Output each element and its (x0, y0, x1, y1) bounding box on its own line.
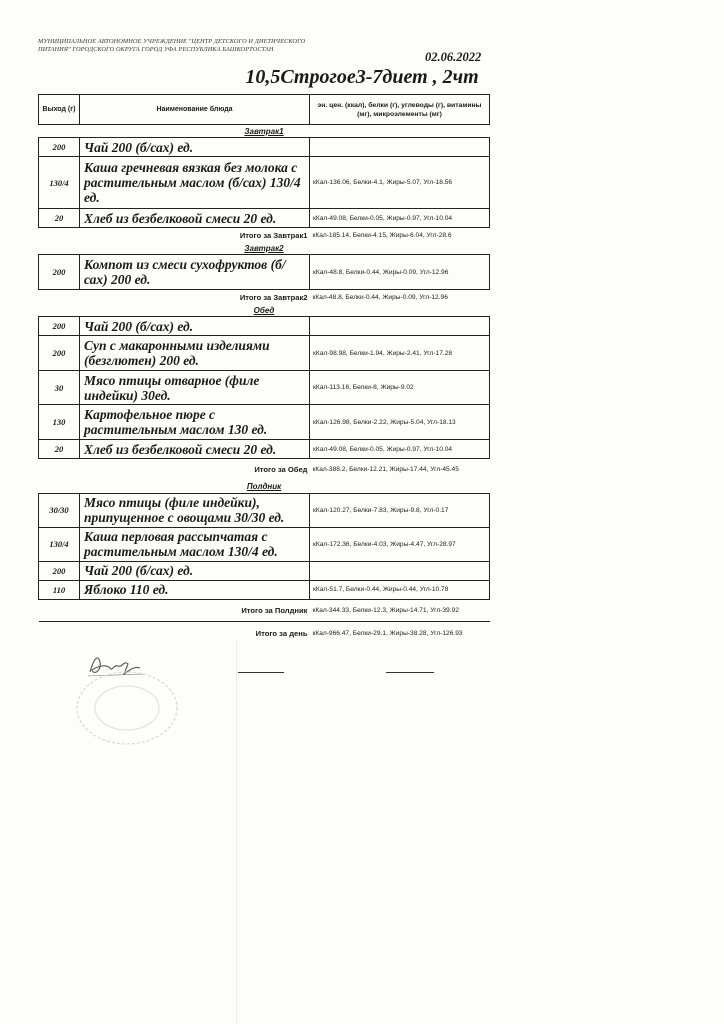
scan-fold-line (236, 640, 237, 1024)
section-title: Завтрак1 (244, 126, 284, 136)
yield-cell: 20 (39, 209, 80, 228)
total-value: кКал-388.2, Белки-12.21, Жиры-17.44, Угл-45.45 (312, 466, 459, 474)
table-row (39, 209, 490, 228)
yield-cell: 130/4 (39, 527, 80, 561)
table-header-row (39, 95, 490, 125)
table-row (39, 138, 490, 157)
total-value: кКал-185.14, Белки-4.15, Жиры-6.04, Угл-28.6 (312, 231, 452, 239)
dish-cell: Хлеб из безбелковой смеси 20 ед. (80, 440, 310, 459)
day-total-label: Итого за день (255, 628, 308, 638)
nutrition-cell: кКал-49.08, Белки-0.05, Жиры-0.97, Угл-10.04 (310, 209, 490, 228)
section-afternoon-snack (39, 481, 490, 622)
column-header-nutrition: эн. цен. (ккал), белки (г), углеводы (г), витамины (мг), микроэлементы (мг) (310, 95, 490, 125)
section-title: Полдник (246, 482, 282, 491)
nutrition-cell: кКал-120.27, Белки-7.83, Жиры-9.8, Угл-0.17 (310, 493, 490, 527)
dish-cell: Чай 200 (б/сах) ед. (80, 561, 310, 580)
table-row (39, 493, 490, 527)
total-label: Итого за Завтрак2 (239, 292, 308, 302)
document-date: 02.06.2022 (425, 50, 482, 64)
nutrition-cell (310, 138, 490, 157)
column-header-dish: Наименование блюда (80, 95, 310, 125)
menu-table (38, 94, 490, 645)
nutrition-cell: кКал-126.98, Белки-2.22, Жиры-5.04, Угл-18.13 (310, 405, 490, 440)
yield-cell: 130/4 (39, 157, 80, 209)
organization-header: МУНИЦИПАЛЬНОЕ АВТОНОМНОЕ УЧРЕЖДЕНИЕ "ЦЕНТР ДЕТСКОГО И ДИЕТИЧЕСКОГО ПИТАНИЯ" ГОРОДСКОГО ОКРУГА ГОРОД УФА РЕСПУБЛИКА БАШКОРТОСТАН (38, 38, 306, 53)
total-label: Итого за Полдник (241, 605, 308, 615)
dish-cell: Компот из смеси сухофруктов (б/сах) 200 ед. (80, 255, 310, 290)
table-row (39, 336, 490, 371)
dish-cell: Мясо птицы отварное (филе индейки) 30ед. (80, 371, 310, 405)
section-total-row (39, 599, 490, 621)
day-total-row (39, 621, 490, 645)
faded-stamp-image (72, 668, 182, 748)
total-label: Итого за Обед (254, 465, 308, 475)
dish-cell: Чай 200 (б/сах) ед. (80, 138, 310, 157)
table-row (39, 440, 490, 459)
table-row (39, 255, 490, 290)
signature-line-right (386, 672, 434, 673)
section-breakfast1 (39, 125, 490, 243)
table-row (39, 561, 490, 580)
table-row (39, 580, 490, 599)
nutrition-cell (310, 561, 490, 580)
nutrition-cell: кКал-136.06, Белки-4.1, Жиры-5.07, Угл-18.56 (310, 157, 490, 209)
section-title: Завтрак2 (244, 243, 284, 253)
section-breakfast2 (39, 242, 490, 304)
yield-cell: 130 (39, 405, 80, 440)
dish-cell: Чай 200 (б/сах) ед. (80, 317, 310, 336)
table-row (39, 317, 490, 336)
total-value: кКал-48.8, Белки-0.44, Жиры-0.09, Угл-12.96 (312, 293, 448, 301)
dish-cell: Картофельное пюре с растительным маслом 130 ед. (80, 405, 310, 440)
dish-cell: Мясо птицы (филе индейки), припущенное с овощами 30/30 ед. (80, 493, 310, 527)
dish-cell: Яблоко 110 ед. (80, 580, 310, 599)
dish-cell: Каша гречневая вязкая без молока с растительным маслом (б/сах) 130/4 ед. (80, 157, 310, 209)
total-label: Итого за Завтрак1 (239, 230, 308, 240)
nutrition-cell: кКал-172.36, Белки-4.03, Жиры-4.47, Угл-28.97 (310, 527, 490, 561)
yield-cell: 200 (39, 336, 80, 371)
total-value: кКал-344.33, Белки-12.3, Жиры-14.71, Угл-39.92 (312, 606, 459, 614)
yield-cell: 200 (39, 255, 80, 290)
yield-cell: 30/30 (39, 493, 80, 527)
dish-cell: Хлеб из безбелковой смеси 20 ед. (80, 209, 310, 228)
day-total-value: кКал-966.47, Белки-29.1, Жиры-38.28, Угл-126.93 (312, 629, 463, 637)
table-row (39, 157, 490, 209)
table-row (39, 527, 490, 561)
yield-cell: 20 (39, 440, 80, 459)
section-lunch (39, 304, 490, 481)
menu-title: 10,5Строгое3-7диет , 2чт (245, 66, 479, 88)
section-title: Обед (253, 305, 275, 315)
yield-cell: 200 (39, 138, 80, 157)
nutrition-cell: кКал-51.7, Белки-0.44, Жиры-0.44, Угл-10.78 (310, 580, 490, 599)
section-total-row (39, 459, 490, 481)
nutrition-cell: кКал-49.08, Белки-0.05, Жиры-0.97, Угл-10.04 (310, 440, 490, 459)
dish-cell: Каша перловая рассыпчатая с растительным маслом 130/4 ед. (80, 527, 310, 561)
nutrition-cell (310, 317, 490, 336)
section-total-row (39, 228, 490, 243)
yield-cell: 30 (39, 371, 80, 405)
nutrition-cell: кКал-113.16, Белки-8, Жиры-9.02 (310, 371, 490, 405)
day-total (39, 621, 490, 645)
nutrition-cell: кКал-48.8, Белки-0.44, Жиры-0.09, Угл-12.96 (310, 255, 490, 290)
yield-cell: 200 (39, 317, 80, 336)
yield-cell: 110 (39, 580, 80, 599)
nutrition-cell: кКал-98.98, Белки-1.94, Жиры-2.41, Угл-17.28 (310, 336, 490, 371)
column-header-yield: Выход (г) (39, 95, 80, 125)
section-total-row (39, 290, 490, 305)
yield-cell: 200 (39, 561, 80, 580)
signature-line-left (238, 672, 284, 673)
table-row (39, 405, 490, 440)
dish-cell: Суп с макаронными изделиями (безглютен) 200 ед. (80, 336, 310, 371)
table-row (39, 371, 490, 405)
